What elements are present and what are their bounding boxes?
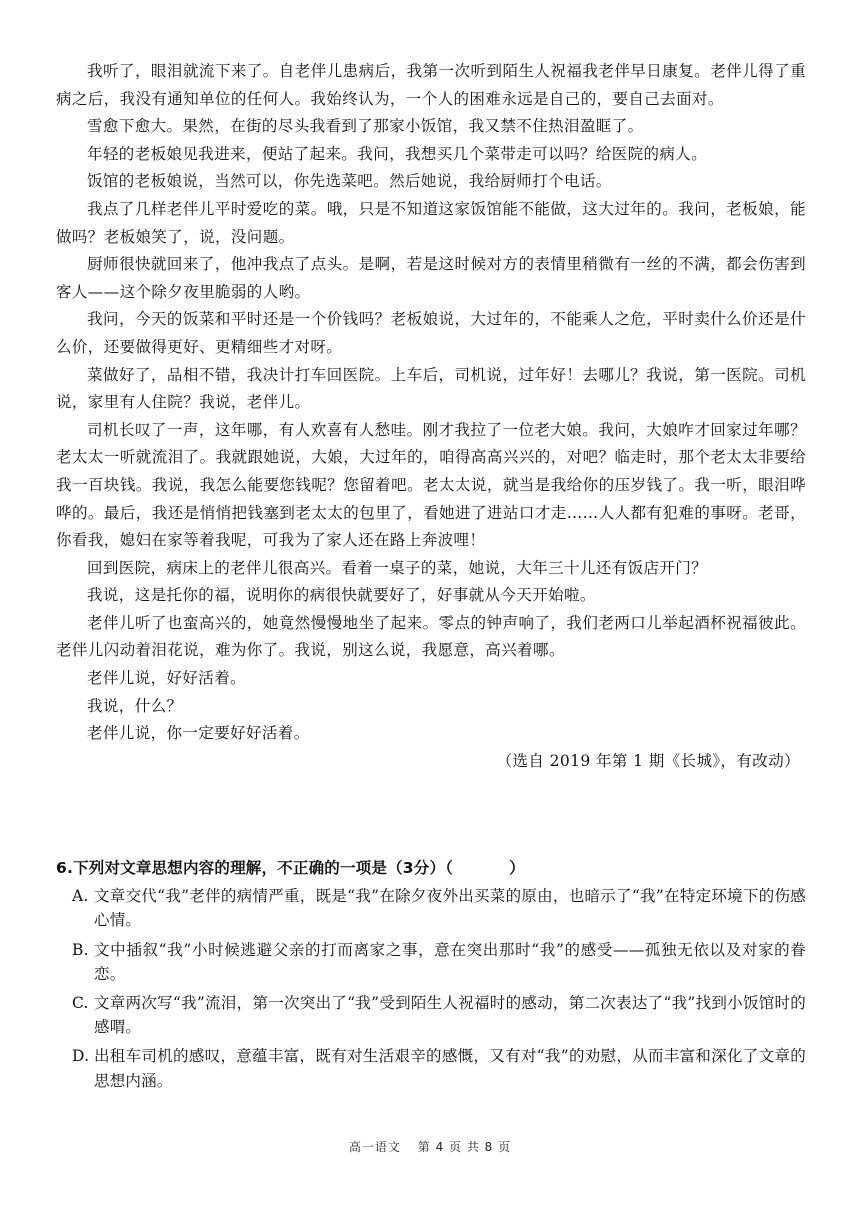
option-text: 出租车司机的感叹，意蕴丰富，既有对生活艰辛的感慨，又有对“我”的劝慰，从而丰富和深化了文章的思想内涵。 — [94, 1047, 806, 1090]
option-c — [72, 991, 806, 1039]
footer-page-number: 第 4 页 共 8 页 — [417, 1140, 512, 1154]
option-text: 文章交代“我”老伴的病情严重，既是“我”在除夕夜外出买菜的原由，也暗示了“我”在特定环境下的伤感心情。 — [94, 887, 806, 930]
passage-paragraph: 雪愈下愈大。果然，在街的尽头我看到了那家小饭馆，我又禁不住热泪盈眶了。 — [87, 117, 644, 136]
passage-paragraph: 年轻的老板娘见我进来，便站了起来。我问，我想买几个菜带走可以吗？给医院的病人。 — [87, 144, 708, 163]
passage-paragraph: 我点了几样老伴儿平时爱吃的菜。哦，只是不知道这家饭馆能不能做，这大过年的。我问，老板娘，能做吗？老板娘笑了，说，没问题。 — [56, 199, 806, 246]
option-d — [72, 1044, 806, 1092]
passage-paragraph: 我说，什么？ — [87, 696, 183, 715]
reading-passage — [56, 58, 806, 775]
footer-subject: 高一语文 — [348, 1140, 401, 1154]
passage-paragraph: 回到医院，病床上的老伴儿很高兴。看着一桌子的菜，她说，大年三十儿还有饭店开门？ — [87, 558, 708, 577]
passage-paragraph: 我听了，眼泪就流下来了。自老伴儿患病后，我第一次听到陌生人祝福我老伴早日康复。老伴儿得了重病之后，我没有通知单位的任何人。我始终认为，一个人的困难永远是自己的，要自己去面对。 — [56, 62, 806, 108]
question-6 — [56, 856, 806, 1098]
option-text: 文中插叙“我”小时候逃避父亲的打而离家之事，意在突出那时“我”的感受——孤独无依以及对家的眷恋。 — [94, 940, 806, 983]
question-stem — [56, 856, 806, 880]
option-label: B. — [72, 940, 89, 959]
passage-paragraph: 厨师很快就回来了，他冲我点了点头。是啊，若是这时候对方的表情里稍微有一丝的不满，都会伤害到客人——这个除夕夜里脆弱的人哟。 — [56, 255, 806, 301]
passage-paragraph: 老伴儿说，你一定要好好活着。 — [87, 724, 310, 743]
passage-paragraph: 司机长叹了一声，这年哪，有人欢喜有人愁哇。刚才我拉了一位老大娘。我问，大娘咋才回家过年哪？老太太一听就流泪了。我就跟她说，大娘，大过年的，咱得高高兴兴的，对吧？临走时，那个老太太非要给我一百块钱。我说，我怎么能要您钱呢？您留着吧。老太太说，就当是我给你的压岁钱了。我一听，眼泪哗哗的。最后，我还是悄悄把钱塞到老太太的包里了，看她进了进站口才走……人人都有犯难的事呀。老哥，你看我，媳妇在家等着我呢，可我为了家人还在路上奔波哩！ — [56, 420, 806, 550]
passage-paragraph: 我问，今天的饭菜和平时还是一个价钱吗？老板娘说，大过年的，不能乘人之危，平时卖什么价还是什么价，还要做得更好、更精细些才对呀。 — [56, 310, 806, 356]
option-label: C. — [72, 994, 89, 1013]
answer-paren-open: （ — [445, 859, 454, 877]
option-label: A. — [72, 887, 89, 906]
passage-paragraph: 老伴儿听了也蛮高兴的，她竟然慢慢地坐了起来。零点的钟声响了，我们老两口儿举起酒杯祝福彼此。老伴儿闪动着泪花说，难为你了。我说，别这么说，我愿意，高兴着哪。 — [56, 613, 806, 660]
passage-paragraph: 饭馆的老板娘说，当然可以，你先选菜吧。然后她说，我给厨师打个电话。 — [87, 172, 612, 191]
passage-paragraph: 老伴儿说，好好活着。 — [87, 669, 247, 688]
option-text: 文章两次写“我”流泪，第一次突出了“我”受到陌生人祝福时的感动，第二次表达了“我”找到小饭馆时的感喟。 — [94, 994, 806, 1037]
answer-paren-close: ） — [509, 859, 525, 877]
option-a — [72, 884, 806, 932]
option-label: D. — [72, 1047, 90, 1066]
page-footer — [0, 1138, 860, 1155]
passage-paragraph: 我说，这是托你的福，说明你的病很快就要好了，好事就从今天开始啦。 — [87, 586, 596, 605]
option-b — [72, 938, 806, 986]
question-stem-text: 6.下列对文章思想内容的理解，不正确的一项是（3分） — [56, 859, 446, 877]
passage-paragraph: 菜做好了，品相不错，我决计打车回医院。上车后，司机说，过年好！去哪儿？我说，第一医院。司机说，家里有人住院？我说，老伴儿。 — [56, 365, 806, 412]
passage-source: （选自 2019 年第 1 期《长城》，有改动） — [496, 751, 800, 770]
